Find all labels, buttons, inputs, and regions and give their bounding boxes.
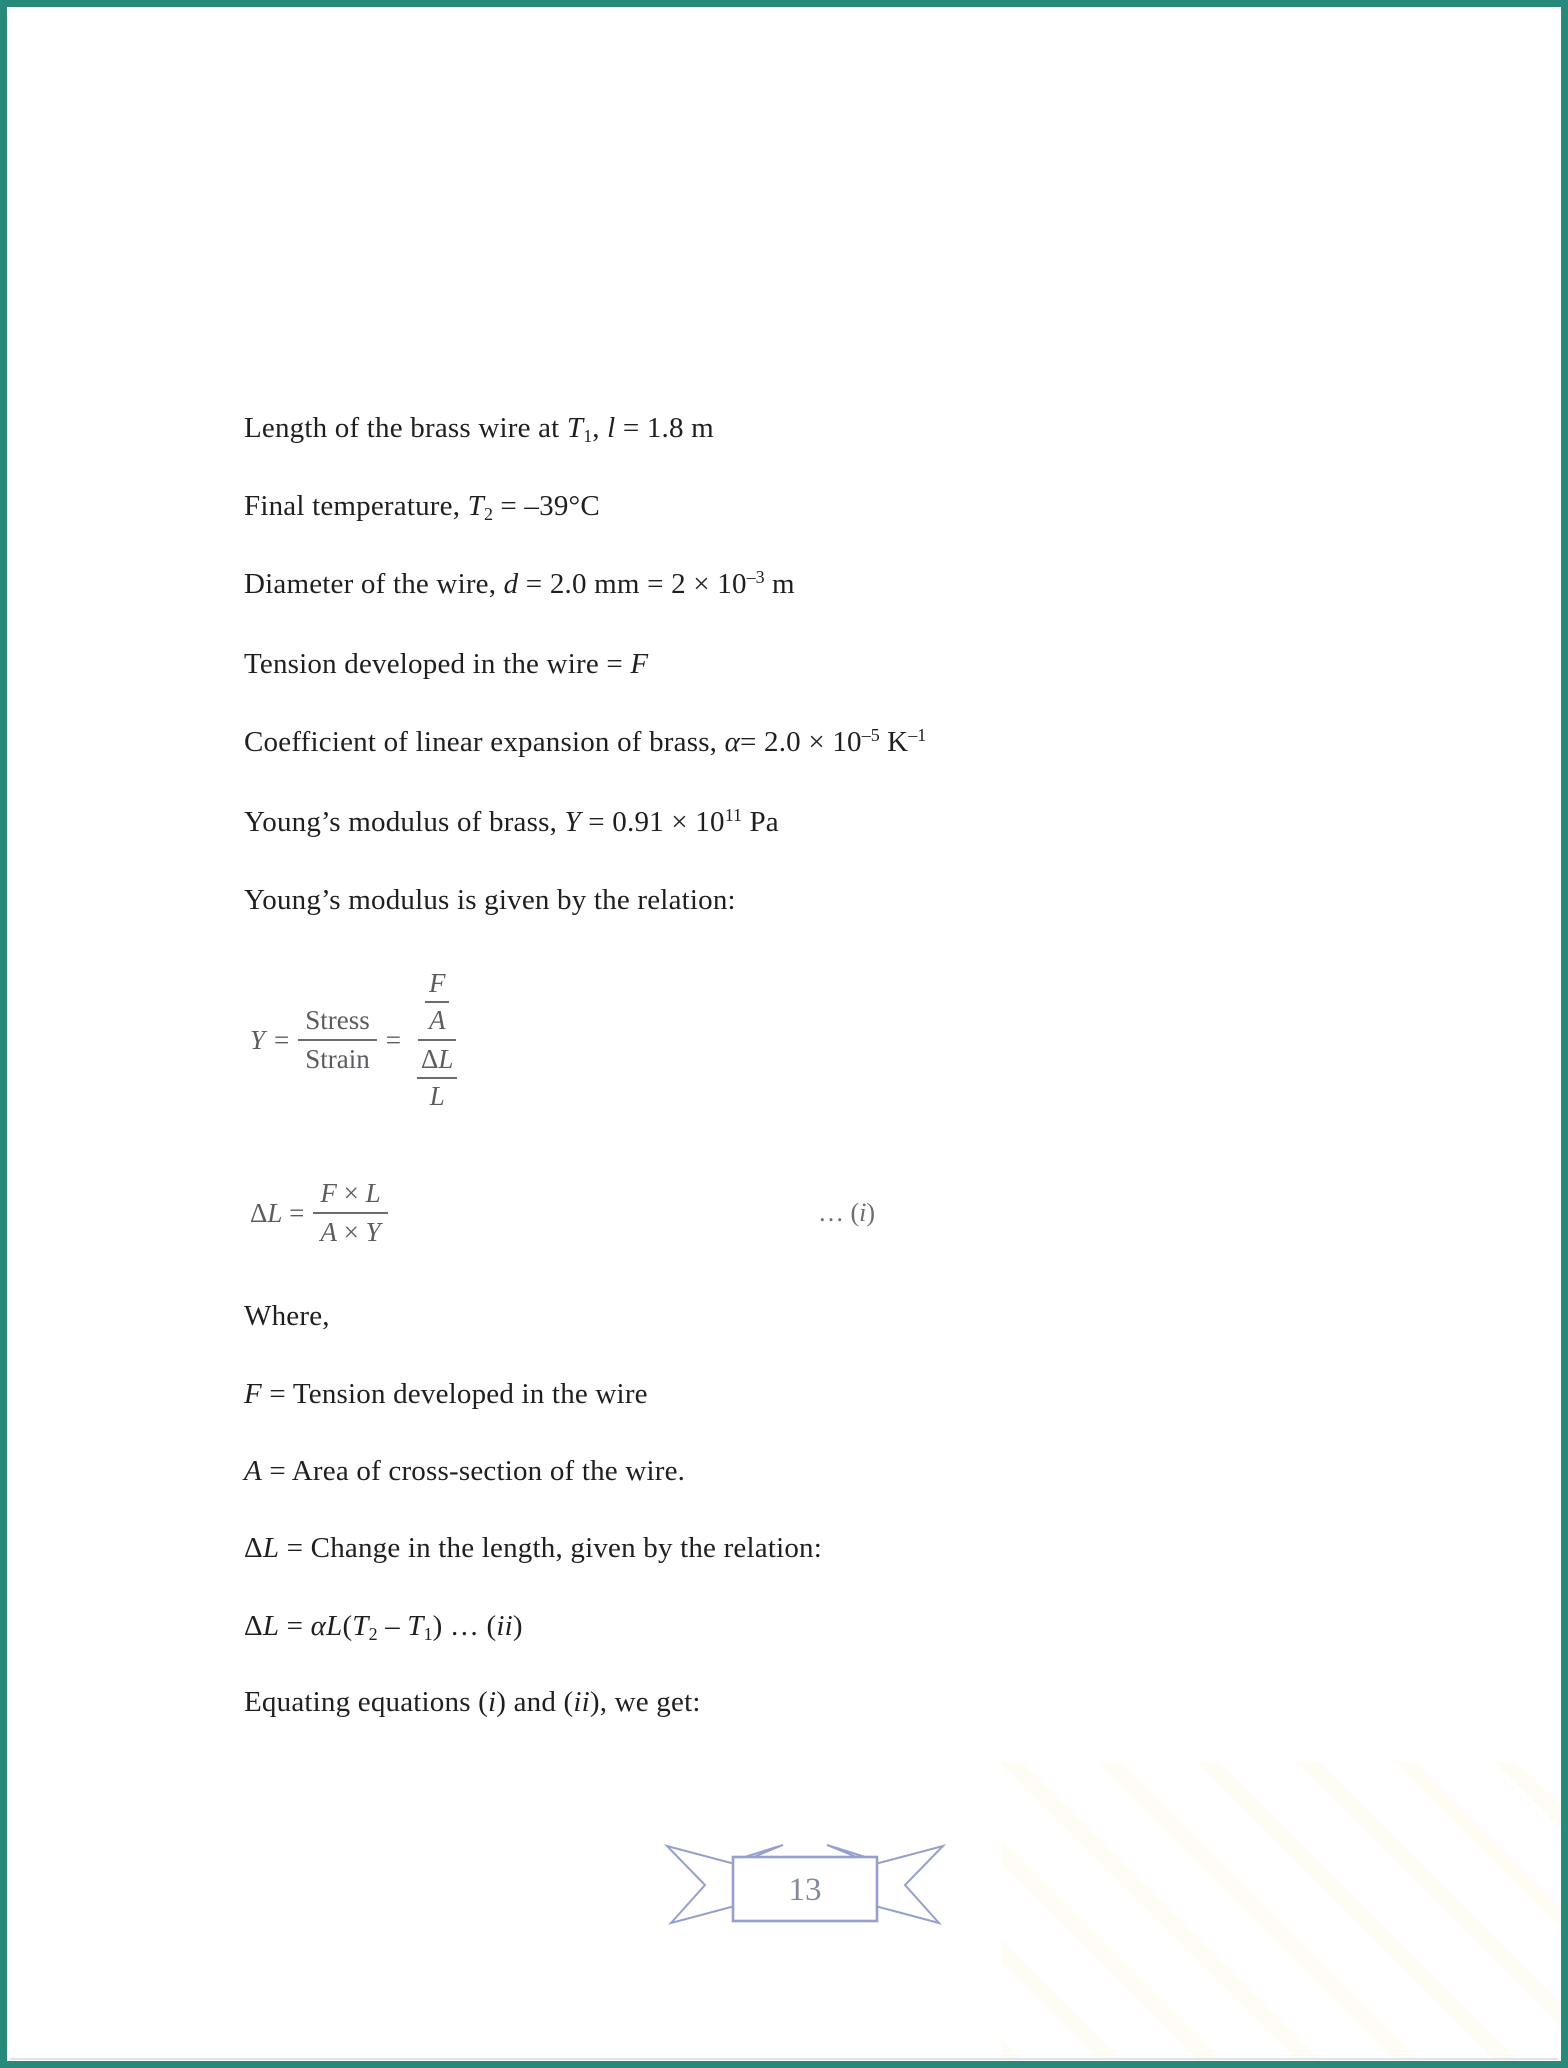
f-over-a-fraction bbox=[425, 968, 450, 1036]
where-line: Where, bbox=[244, 1300, 330, 1332]
fraction-denominator: A bbox=[428, 1005, 446, 1035]
fraction-numerator: ΔL bbox=[417, 1044, 457, 1079]
f-definition-line: F = Tension developed in the wire bbox=[244, 1378, 648, 1410]
fl-over-ay-fraction bbox=[313, 1178, 387, 1248]
fraction-denominator: L bbox=[429, 1081, 445, 1111]
equals-sign: = bbox=[385, 1024, 402, 1055]
page-number: 13 bbox=[788, 1872, 822, 1908]
fraction-numerator: Stress bbox=[298, 1005, 377, 1041]
nested-fraction-denominator bbox=[410, 1041, 464, 1112]
youngs-modulus-equation bbox=[250, 968, 464, 1112]
nested-fraction-numerator bbox=[418, 968, 457, 1041]
fraction-denominator: A × Y bbox=[320, 1217, 381, 1247]
delta-l-relation-line: $\Delta L = \alpha L(T_2 - T_1)$ … (ii) bbox=[244, 1610, 523, 1645]
length-line: Length of the brass wire at $T_1$, l = 1.8 m bbox=[244, 412, 714, 447]
ribbon-right-tail bbox=[875, 1846, 943, 1923]
coefficient-line: Coefficient of linear expansion of brass, $\alpha= 2.0 \times 10^{-5}$ $K^{-1}$ bbox=[244, 725, 927, 758]
ribbon-graphic bbox=[655, 1830, 955, 1935]
dl-over-l-fraction bbox=[417, 1044, 457, 1112]
nested-fraction bbox=[410, 968, 464, 1112]
final-temperature-line: Final temperature, $T_2 = -39^\circ C$ bbox=[244, 490, 600, 525]
equation-lhs: Y bbox=[250, 1024, 266, 1055]
tension-line: Tension developed in the wire = F bbox=[244, 648, 649, 680]
faint-watermark bbox=[1001, 1761, 1561, 2061]
delta-l-definition-line: ΔL = Change in the length, given by the relation: bbox=[244, 1532, 823, 1564]
equating-line: Equating equations (i) and (ii), we get: bbox=[244, 1686, 701, 1718]
diameter-line: Diameter of the wire, d = 2.0 mm = $2 \times 10^{-3}$ m bbox=[244, 567, 795, 600]
bottom-hairline bbox=[10, 2058, 1558, 2060]
a-definition-line: A = Area of cross-section of the wire. bbox=[244, 1455, 686, 1487]
fraction-numerator: F × L bbox=[313, 1178, 387, 1214]
ribbon-left-tail bbox=[667, 1846, 735, 1923]
equals-sign: = bbox=[274, 1024, 290, 1055]
fraction-denominator: Strain bbox=[305, 1044, 370, 1074]
delta-l-equation bbox=[250, 1178, 388, 1248]
stress-strain-fraction bbox=[298, 1005, 377, 1075]
fraction-numerator: F bbox=[425, 968, 450, 1003]
equation-lhs: ΔL = bbox=[250, 1197, 305, 1228]
youngs-modulus-relation-line: Young’s modulus is given by the relation: bbox=[244, 884, 736, 916]
youngs-modulus-value-line: Young’s modulus of brass, $Y = 0.91 \times 10^{11}$ Pa bbox=[244, 805, 779, 838]
page-number-ribbon bbox=[655, 1830, 955, 1940]
equation-i-tag: … (i) bbox=[818, 1198, 876, 1227]
